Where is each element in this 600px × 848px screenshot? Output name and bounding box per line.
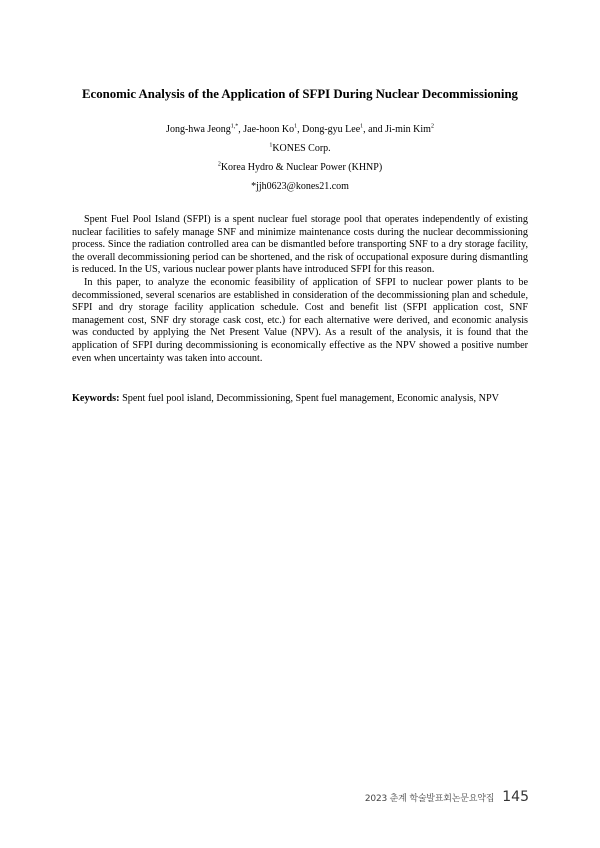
- abstract-paragraph: Spent Fuel Pool Island (SFPI) is a spent nuclear fuel storage pool that operates independently of existing nuclear facilities to safely manage SNF and minimize maintenance costs during the nuclear decommissioning process. Since the radiation controlled area can be dismantled before transporting SNF to a dry storage facility, the overall decommissioning period can be shortened, and the risk of occupational exposure during dismantling is reduced. In the US, various nuclear power plants have introduced SFPI for this reason.: [72, 214, 528, 276]
- affiliation-text: Korea Hydro & Nuclear Power (KHNP): [220, 162, 383, 173]
- affiliation-1: [40, 142, 560, 155]
- author-list: [40, 123, 560, 136]
- author-superscript: 1: [360, 123, 364, 130]
- affiliation-superscript: 2: [217, 161, 221, 168]
- author-superscript: 1: [294, 123, 298, 130]
- affiliation-2: [40, 161, 560, 174]
- author: Ji-min Kim: [385, 124, 431, 135]
- keywords: [72, 393, 528, 406]
- author-separator: ,: [297, 124, 303, 135]
- proceedings-title: 2023 춘계 학술발표회논문요약집: [364, 794, 495, 804]
- paper-title: Economic Analysis of the Application of SFPI During Nuclear Decommissioning: [82, 87, 518, 101]
- author: Jae-hoon Ko: [243, 124, 295, 135]
- corresponding-email: *jjh0623@kones21.com: [251, 181, 349, 192]
- page-footer: [365, 789, 529, 809]
- keywords-label: Keywords:: [72, 393, 120, 404]
- abstract-paragraph: In this paper, to analyze the economic feasibility of application of SFPI to nuclear power plants to be decommissioned, several scenarios are established in consideration of the decommissioning plan and schedule, SFPI and dry storage facility application schedule. Cost and benefit list (SFPI application cost, SNF management cost, SNF dry storage cask cost, etc.) for each alternative were derived, and economic analysis was conducted by applying the Net Present Value (NPV). As a result of the analysis, it is found that the application of SFPI during decommissioning is economically effective as the NPV showed a positive number even when uncertainty was taken into account.: [72, 276, 528, 364]
- author: Jong-hwa Jeong: [166, 124, 231, 135]
- page-number: 145: [502, 789, 529, 805]
- affiliation-text: KONES Corp.: [272, 143, 331, 154]
- author: Dong-gyu Lee: [302, 124, 361, 135]
- abstract: [72, 214, 528, 365]
- keywords-text: Spent fuel pool island, Decommissioning, Spent fuel management, Economic analysis, NPV: [122, 393, 499, 404]
- affiliation-superscript: 1: [269, 142, 273, 149]
- author-superscript: 2: [430, 123, 434, 130]
- author-separator: ,: [238, 124, 244, 135]
- author-superscript: 1,*: [230, 123, 239, 130]
- author-separator: , and: [363, 124, 386, 135]
